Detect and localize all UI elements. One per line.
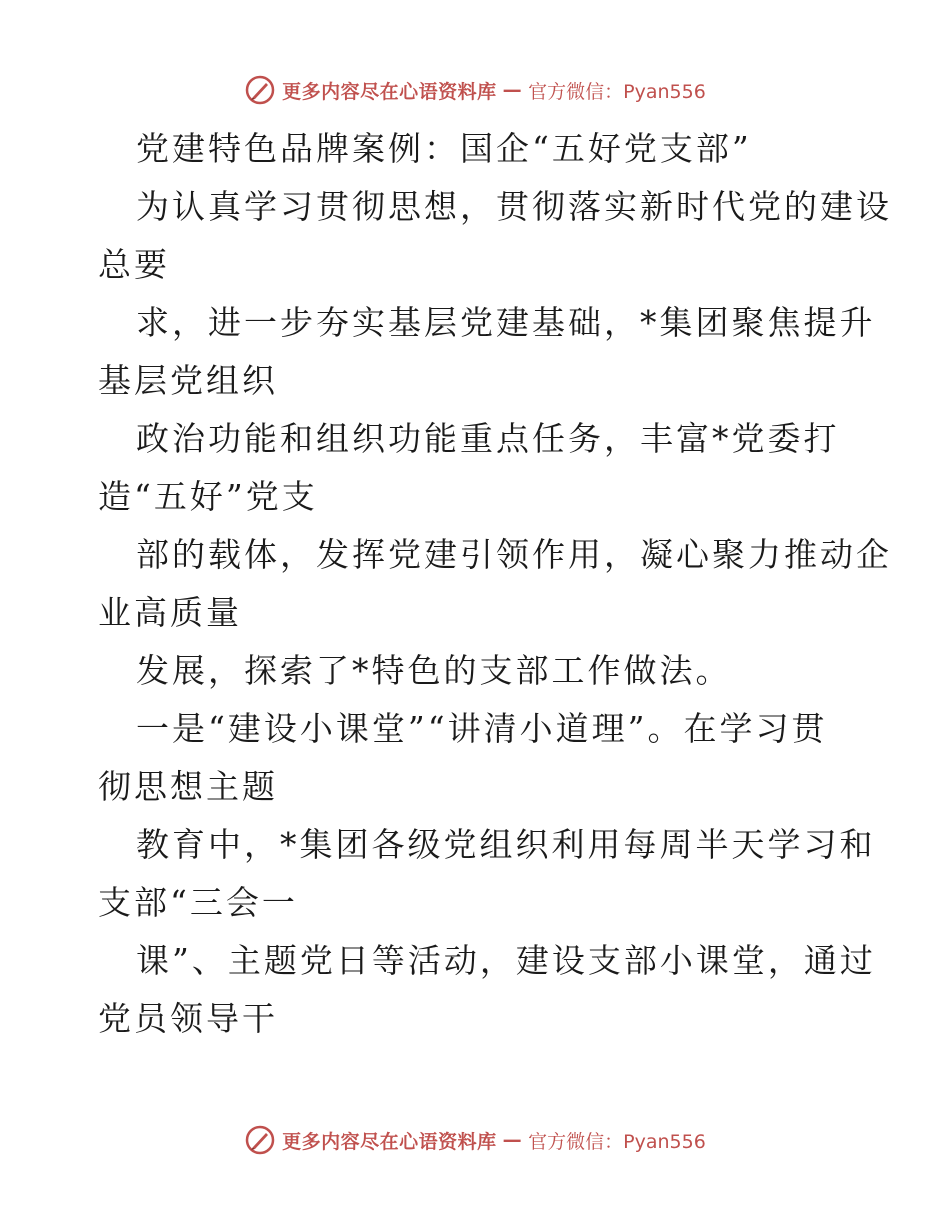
banner-separator: —	[502, 1129, 523, 1151]
brand-text: 更多内容尽在心语资料库	[282, 1130, 497, 1153]
wechat-text: 官方微信：Pyan556	[528, 1130, 706, 1153]
text-line: 业高质量	[98, 593, 242, 632]
text-line: 造“五好”党支	[98, 477, 318, 516]
text-line: 一是“建设小课堂”“讲清小道理”。在学习贯	[136, 709, 828, 748]
header-banner	[0, 70, 950, 110]
text-line: 教育中，*集团各级党组织利用每周半天学习和	[136, 825, 876, 864]
text-line: 总要	[98, 245, 170, 284]
text-line: 部的载体，发挥党建引领作用，凝心聚力推动企	[136, 535, 892, 574]
text-line: 彻思想主题	[98, 767, 278, 806]
text-line: 支部“三会一	[98, 883, 298, 922]
text-line: 发展，探索了*特色的支部工作做法。	[136, 651, 732, 690]
text-line: 求，进一步夯实基层党建基础，*集团聚焦提升	[136, 303, 876, 342]
wechat-text: 官方微信：Pyan556	[528, 80, 706, 103]
text-line: 党员领导干	[98, 999, 278, 1038]
pen-quill-icon	[244, 74, 276, 106]
text-line: 基层党组织	[98, 361, 278, 400]
pen-quill-icon	[244, 1124, 276, 1156]
document-body	[98, 120, 892, 1048]
text-line: 为认真学习贯彻思想，贯彻落实新时代党的建设	[136, 187, 892, 226]
text-line: 政治功能和组织功能重点任务，丰富*党委打	[136, 419, 840, 458]
footer-banner	[0, 1120, 950, 1160]
text-line: 党建特色品牌案例：国企“五好党支部”	[136, 129, 752, 168]
banner-separator: —	[502, 79, 523, 101]
text-line: 课”、主题党日等活动，建设支部小课堂，通过	[136, 941, 876, 980]
brand-text: 更多内容尽在心语资料库	[282, 80, 497, 103]
